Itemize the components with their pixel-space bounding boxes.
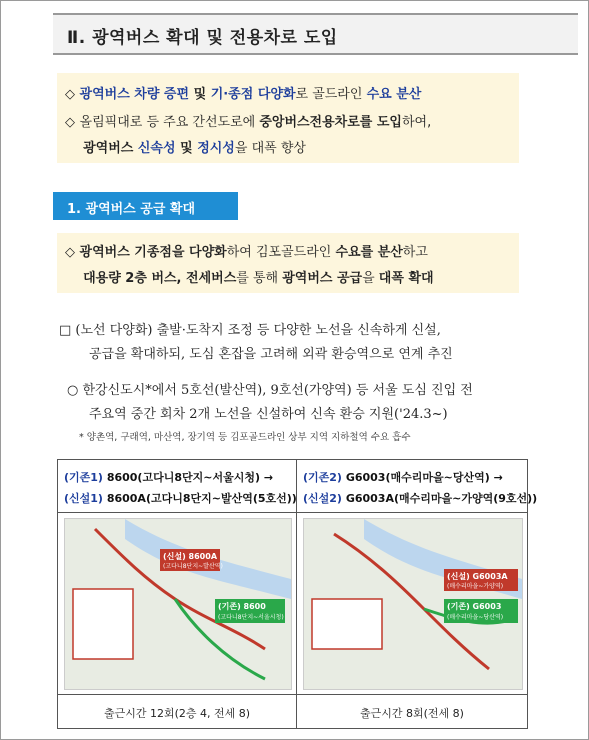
map-new-label-left: (신설) 8600A	[163, 552, 218, 561]
summary-text-2-3: 하여,	[402, 115, 432, 130]
map-old-label-right: (기존) G6003	[447, 602, 502, 611]
route-map-right	[303, 518, 523, 690]
summary-text-1-2: 및	[189, 87, 211, 102]
diamond-bullet-icon	[65, 271, 83, 286]
summary-text-3-2: 신속성	[137, 141, 176, 156]
supply-text-1-2: 하여 김포골드라인	[226, 245, 336, 260]
route-header-left	[58, 460, 296, 513]
route-map-left	[64, 518, 292, 690]
diamond-bullet-icon: ◇	[65, 245, 80, 260]
page-title: Ⅱ. 광역버스 확대 및 전용차로 도입	[67, 28, 338, 48]
map-new-label-right: (신설) G6003A	[447, 572, 508, 581]
subsection-title: 1. 광역버스 공급 확대	[67, 202, 196, 217]
summary-box	[57, 73, 519, 163]
summary-text-3-4: 정시성	[197, 141, 235, 156]
summary-text-1-1: 광역버스 차량 증편	[79, 87, 190, 102]
summary-text-1-3: 기·종점 다양화	[210, 87, 296, 102]
summary-text-3-3: 및	[175, 141, 198, 156]
supply-text-1-3: 수요를 분산	[335, 245, 403, 260]
section-title-box	[53, 13, 578, 55]
supply-text-1-1: 광역버스 기종점을 다양화	[79, 245, 227, 260]
supply-text-2-5: 대폭 확대	[378, 271, 434, 286]
diamond-bullet-icon: ◇	[65, 87, 80, 102]
route-line-existing-1: (기존1) 8600(고다니8단지~서울시청) →	[64, 471, 274, 484]
summary-text-3-1: 광역버스	[83, 141, 138, 156]
summary-line-3	[65, 137, 306, 156]
summary-text-1-5: 수요 분산	[366, 87, 422, 102]
map-new-sub-left: (고다니8단지~발산역)	[163, 563, 223, 570]
route-header-right	[297, 460, 538, 513]
route-line-existing-2: (기존2) G6003(매수리마을~당산역) →	[303, 471, 503, 484]
route-line-new-2: (신설2) G6003A(매수리마을~가양역(9호선))	[303, 492, 538, 505]
summary-text-1-4: 로 골드라인	[295, 87, 367, 102]
footer-text-right: 출근시간 8회(전세 8)	[360, 707, 464, 720]
supply-line-2	[65, 267, 434, 286]
summary-line-1	[65, 83, 421, 102]
route-comparison-table	[57, 459, 538, 729]
route-column-left	[58, 460, 297, 728]
summary-line-2	[65, 111, 431, 130]
supply-text-2-2: 를 통해	[236, 271, 283, 286]
route-diversify-line-2: 공급을 확대하되, 도심 혼잡을 고려해 외곽 환승역으로 연계 추진	[89, 347, 453, 362]
footer-text-left: 출근시간 12회(2층 4, 전세 8)	[103, 707, 251, 720]
supply-summary-box	[57, 233, 519, 293]
supply-line-1	[65, 241, 428, 260]
map-old-label-left: (기존) 8600	[218, 602, 266, 611]
map-old-sub-left: (고다니8단지~서울시청)	[218, 614, 284, 621]
hangang-line-1: ○ 한강신도시*에서 5호선(발산역), 9호선(가양역) 등 서울 도심 진입 전	[67, 383, 473, 398]
supply-text-2-4: 을	[362, 271, 379, 286]
hangang-line-2: 주요역 중간 회차 2개 노선을 신설하여 신속 환승 지원('24.3~)	[89, 407, 448, 422]
route-diversify-line-1: □ (노선 다양화) 출발·도착지 조정 등 다양한 노선을 신속하게 신설,	[59, 323, 441, 338]
diamond-bullet-icon	[65, 141, 83, 156]
supply-text-1-4: 하고	[402, 245, 428, 260]
route-footer-left	[58, 694, 296, 729]
supply-text-2-1: 대용량 2층 버스, 전세버스	[83, 271, 237, 286]
supply-text-2-3: 광역버스 공급	[282, 271, 363, 286]
footnote: * 양촌역, 구래역, 마산역, 장기역 등 김포골드라인 상부 지역 지하철역 수요 흡수	[79, 432, 411, 443]
summary-text-3-5: 을 대폭 향상	[234, 141, 306, 156]
map-new-sub-right: (매수리마을~가양역)	[447, 583, 504, 590]
summary-text-2-1: 올림픽대로 등 주요 간선도로에	[79, 115, 260, 130]
summary-text-2-2: 중앙버스전용차로를 도입	[259, 115, 402, 130]
subsection-header	[53, 192, 238, 220]
route-footer-right	[297, 694, 527, 729]
route-column-right	[297, 460, 538, 728]
diamond-bullet-icon: ◇	[65, 115, 80, 130]
map-old-sub-right: (매수리마을~당산역)	[447, 614, 504, 621]
route-line-new-1: (신설1) 8600A(고다니8단지~발산역(5호선))	[64, 492, 297, 505]
